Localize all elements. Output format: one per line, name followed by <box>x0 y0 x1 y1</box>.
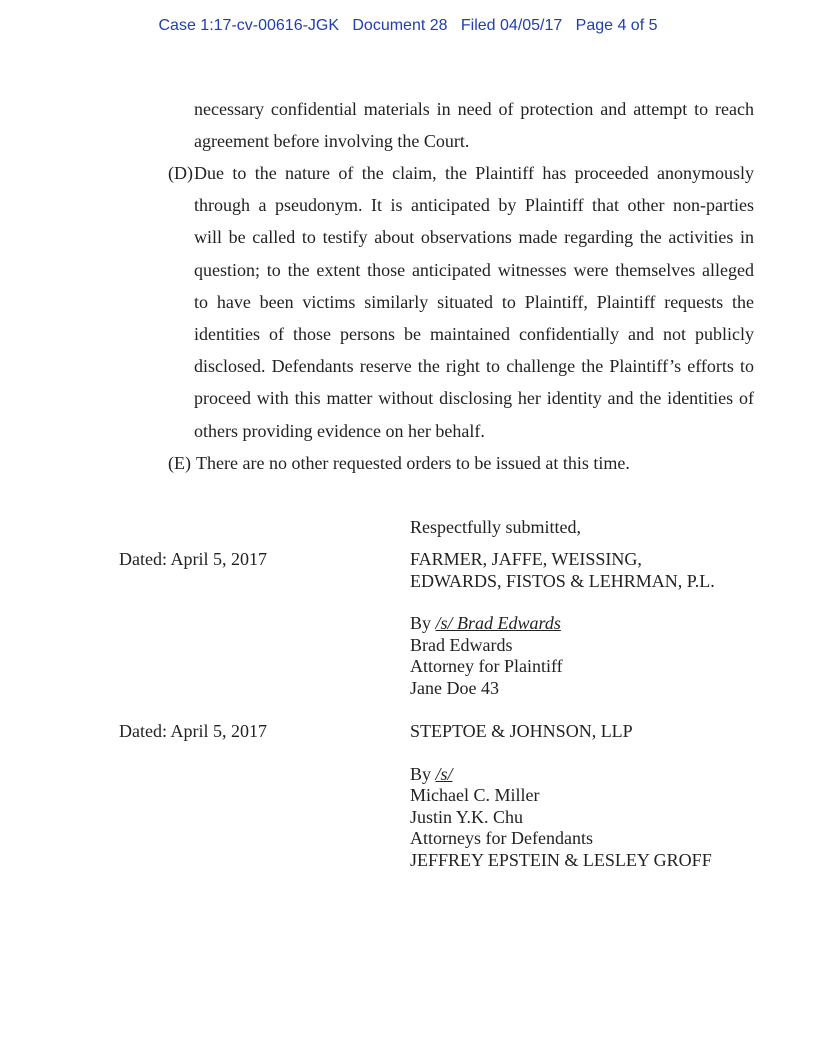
text-line: will be called to testify about observations made regarding the activities in <box>194 227 754 248</box>
text-line: necessary confidential materials in need of protection and attempt to reach <box>194 99 754 119</box>
closing: Respectfully submitted, <box>410 517 581 537</box>
defendants-signature-block <box>410 721 712 871</box>
continuation-paragraph <box>194 93 754 157</box>
item-d-paragraph <box>194 157 754 447</box>
item-d-label: (D) <box>168 163 193 183</box>
text-line: proceed with this matter without disclosing her identity and the identities of <box>194 388 754 409</box>
e-signature: /s/ Brad Edwards <box>435 613 561 633</box>
attorney-role: Attorney for Plaintiff <box>410 656 563 676</box>
filed-date: Filed 04/05/17 <box>460 17 563 34</box>
by-label: By <box>410 763 432 784</box>
signature-line <box>410 613 715 635</box>
e-signature: /s/ <box>435 763 453 784</box>
by-label: By <box>410 613 432 633</box>
text-line: Due to the nature of the claim, the Plaintiff has proceeded anonymously <box>194 163 754 183</box>
firm-name-line-1: FARMER, JAFFE, WEISSING, <box>410 549 642 569</box>
text-line: agreement before involving the Court. <box>194 131 470 152</box>
case-number: Case 1:17-cv-00616-JGK <box>158 17 340 34</box>
attorney-name: Justin Y.K. Chu <box>410 806 524 827</box>
attorney-role: Attorneys for Defendants <box>410 828 593 848</box>
plaintiff-signature-block <box>410 549 715 699</box>
text-line: to have been victims similarly situated to Plaintiff, Plaintiff requests the <box>194 291 754 312</box>
text-line: identities of those persons be maintained confidentially and not publicly <box>194 323 754 344</box>
page-number: Page 4 of 5 <box>575 17 658 34</box>
case-header <box>0 17 816 35</box>
document-number: Document 28 <box>352 17 448 34</box>
attorney-name: Brad Edwards <box>410 634 513 655</box>
text-line: question; to the extent those anticipated witnesses were themselves alleged <box>194 259 754 280</box>
firm-name: STEPTOE & JOHNSON, LLP <box>410 721 633 741</box>
attorney-name: Michael C. Miller <box>410 785 540 805</box>
item-e-label: (E) <box>168 453 191 473</box>
text-line: others providing evidence on her behalf. <box>194 420 485 441</box>
item-e-paragraph <box>196 447 756 479</box>
text-line: There are no other requested orders to be issued at this time. <box>196 453 630 473</box>
defendants-dated: Dated: April 5, 2017 <box>119 721 267 741</box>
signature-line <box>410 764 712 786</box>
firm-name-line-2: EDWARDS, FISTOS & LEHRMAN, P.L. <box>410 570 715 591</box>
client-name: Jane Doe 43 <box>410 677 499 698</box>
text-line: through a pseudonym. It is anticipated by Plaintiff that other non-parties <box>194 195 754 216</box>
client-names: JEFFREY EPSTEIN & LESLEY GROFF <box>410 849 712 870</box>
text-line: disclosed. Defendants reserve the right to challenge the Plaintiff’s efforts to <box>194 356 754 377</box>
plaintiff-dated: Dated: April 5, 2017 <box>119 549 267 569</box>
